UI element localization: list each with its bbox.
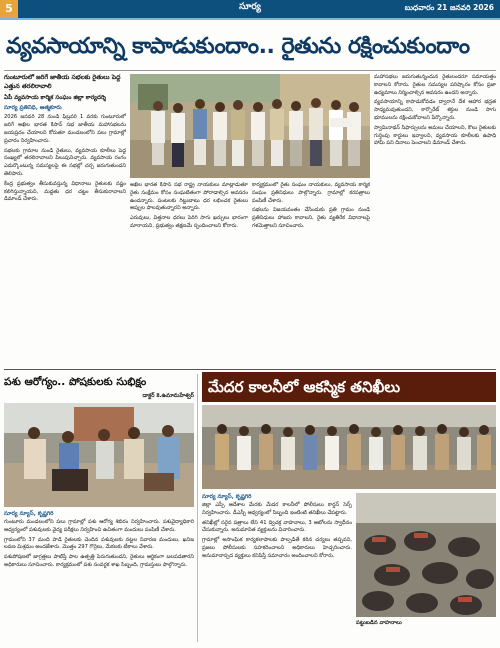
- health-story: [4, 372, 194, 644]
- lead-deck: గుంటూరులో జరిగే జాతీయ సభలకు రైతులు పెద్ద ఎత్తున తరలిరావాలి: [4, 74, 121, 90]
- paper-name: సూర్య: [239, 2, 261, 12]
- lead-col3-para-2: సభలను విజయవంతం చేసేందుకు ప్రతి గ్రామం నుండి ప్రతినిధులు హాజరు కావాలని, రైతు వ్యతిరేక విధానాలపై గళమెత్తాలని సూచించారు.: [252, 207, 370, 229]
- lead-story-column-1: [4, 74, 126, 367]
- health-dateline: సూర్య న్యూస్, కృష్ణగిరి: [4, 511, 54, 517]
- section-rule: [4, 369, 496, 370]
- lead-col3-para-1: కార్యక్రమంలో రైతు సంఘం నాయకులు, వ్యవసాయ కార్మిక సంఘం ప్రతినిధులు పాల్గొన్నారు. గ్రామాల్లో కరపత్రాలు పంపిణీ చేశారు.: [252, 182, 370, 204]
- lead-col1-para-1: 2026 జనవరి 28 నుండి ఫిబ్రవరి 1 వరకు గుంటూరులో జరిగే అఖిల భారత కిసాన్ సభ జాతీయ మహాసభలను జయప్రదం చేయాలని కోరుతూ మండలంలోని పలు గ్రామాల్లో ప్రచారం నిర్వహించారు.: [4, 114, 126, 144]
- health-headline: పశు ఆరోగ్యం.. పోషకులకు సుభిక్షం: [4, 376, 147, 388]
- seized-vehicles-photo: [356, 493, 496, 617]
- police-raid-image: [202, 405, 496, 489]
- main-headline: వ్యవసాయాన్ని కాపాడుకుందాం.. రైతును రక్షించుకుందాం: [6, 34, 470, 59]
- raid-text-block: [202, 493, 352, 643]
- seized-vehicles-image: [356, 493, 496, 617]
- health-para-2: గ్రామంలోని 37 మంది పాడి రైతులకు చెందిన పశువులకు నట్టల నివారణ మందులు, ఖనిజ లవణ మిశ్రమం అందజేశారు. మొత్తం 297 గొర్రెలు, మేకలకు టీకాలు వేశారు.: [4, 536, 194, 551]
- headline-rule: [4, 70, 496, 71]
- lead-story-column-2: [130, 182, 248, 367]
- lead-col4-para-2: వ్యవసాయాన్ని కాపాడుకోవడం ద్వారానే దేశ ఆహార భద్రత సాధ్యమవుతుందని, కార్పొరేట్ శక్తుల నుండి సాగు భూములను రక్షించుకోవాలని పేర్కొన్నారు.: [374, 99, 496, 121]
- police-raid-photo: [202, 405, 496, 489]
- farmers-meeting-photo: [130, 74, 370, 178]
- column-divider: [197, 374, 198, 642]
- lead-col2-para-2: ఎరువులు, విత్తనాల ధరలు పెరిగి సాగు ఖర్చులు భారంగా మారాయని, ప్రభుత్వం తక్షణమే స్పందించాలని కోరారు.: [130, 215, 248, 229]
- lead-col1-para-2: సభలకు గ్రామాల నుండి రైతులు, వ్యవసాయ కూలీలు పెద్ద సంఖ్యలో తరలిరావాలని పిలుపునిచ్చారు. వ్యవసాయ రంగం ఎదుర్కొంటున్న సమస్యలపై ఈ సభల్లో చర్చ జరుగుతుందని తెలిపారు.: [4, 147, 126, 178]
- raid-story: [202, 372, 496, 644]
- lead-byline: ఏపీ వ్యవసాయ కార్మిక సంఘం జిల్లా కార్యదర్శి: [4, 95, 106, 102]
- lead-col1-para-3: కేంద్ర ప్రభుత్వం తీసుకువస్తున్న విధానాలు రైతులకు నష్టం కలిగిస్తున్నాయని, మద్దతు ధర చట్టం తీసుకురావాలని డిమాండ్ చేశారు.: [4, 180, 126, 203]
- seized-vehicles-caption: పట్టుబడిన వాహనాలు: [356, 620, 402, 626]
- veterinary-camp-image: [4, 403, 194, 507]
- raid-para-2: తనిఖీల్లో సరైన పత్రాలు లేని 41 ద్విచక్ర వాహనాలు, 3 ఆటోలను స్వాధీనం చేసుకున్నారు. అనుమానిత వ్యక్తులను విచారించారు.: [202, 519, 352, 534]
- lead-story-column-3: [252, 182, 370, 367]
- health-byline: డాక్టర్ కె.ఉమామహేశ్వర్: [142, 393, 194, 399]
- lead-col4-para-3: స్వామినాథన్ సిఫార్సులను అమలు చేయాలని, కౌలు రైతులకు గుర్తింపు కార్డులు ఇవ్వాలని, వ్యవసాయ కూలీలకు ఉపాధి హామీ పని దినాలు పెంచాలని డిమాండ్ చేశారు.: [374, 124, 496, 147]
- farmers-meeting-image: [130, 74, 370, 178]
- page-number: 5: [0, 0, 18, 18]
- lead-story-column-4: [374, 74, 496, 367]
- veterinary-camp-photo: [4, 403, 194, 507]
- masthead: [0, 0, 500, 20]
- lead-col2-para-1: అఖిల భారత కిసాన్ సభ రాష్ట్ర నాయకులు మాట్లాడుతూ రైతు సంక్షేమం కోసం సంఘటితంగా పోరాడాల్సిన అవసరం ఉందన్నారు. పంటలకు గిట్టుబాటు ధర లభించక రైతులు అప్పుల పాలవుతున్నారని అన్నారు.: [130, 182, 248, 212]
- raid-headline-banner: [202, 372, 496, 402]
- lead-dateline: సూర్య ప్రతినిధి, ఆత్మకూరు: [4, 105, 62, 112]
- issue-date: బుధవారం 21 జనవరి 2026: [404, 3, 494, 12]
- lead-col4-para-1: మహాసభలు జరుగుతున్నందున రైతులందరూ సమాయత్తం కావాలని కోరారు. రైతుల సమస్యల పరిష్కారం కోసం ప్రజా ఉద్యమాలు నిర్మించాల్సిన అవసరం ఉందని అన్నారు.: [374, 74, 496, 96]
- health-para-1: గుంటూరు మండలంలోని పలు గ్రామాల్లో పశు ఆరోగ్య శిబిరం నిర్వహించారు. పశువైద్యాధికారి ఆధ్వర్యంలో పశువులకు వైద్య పరీక్షలు నిర్వహించి ఉచితంగా మందులు పంపిణీ చేశారు.: [4, 519, 194, 533]
- raid-para-3: గ్రామాల్లో అసాంఘిక కార్యకలాపాలకు పాల్పడితే కఠిన చర్యలు తప్పవని, ప్రజలు పోలీసులకు సహకరించాలని అధికారులు హెచ్చరించారు. అనుమానాస్పద వ్యక్తులు కనిపిస్తే సమాచారం అందించాలని కోరారు.: [202, 537, 352, 559]
- raid-headline: మేదర కాలనీలో ఆకస్మిక తనిఖీలు: [208, 378, 401, 396]
- raid-dateline: సూర్య న్యూస్, కృష్ణగిరి: [202, 494, 252, 500]
- raid-para-1: జిల్లా ఎస్పీ ఆదేశాల మేరకు మేదర కాలనీలో పోలీసులు కార్డన్ సెర్చ్ నిర్వహించారు. డీఎస్పీ ఆధ్వర్యంలో సిబ్బంది ఇంటింటి తనిఖీలు చేపట్టారు.: [202, 502, 352, 516]
- health-para-3: పశుపోషణలో జాగ్రత్తలు పాటిస్తే పాల ఉత్పత్తి పెరుగుతుందని, రైతులు ఆర్థికంగా బలపడతారని అధికారులు సూచించారు. కార్యక్రమంలో పశు సంవర్ధక శాఖ సిబ్బంది, గ్రామస్తులు పాల్గొన్నారు.: [4, 554, 194, 568]
